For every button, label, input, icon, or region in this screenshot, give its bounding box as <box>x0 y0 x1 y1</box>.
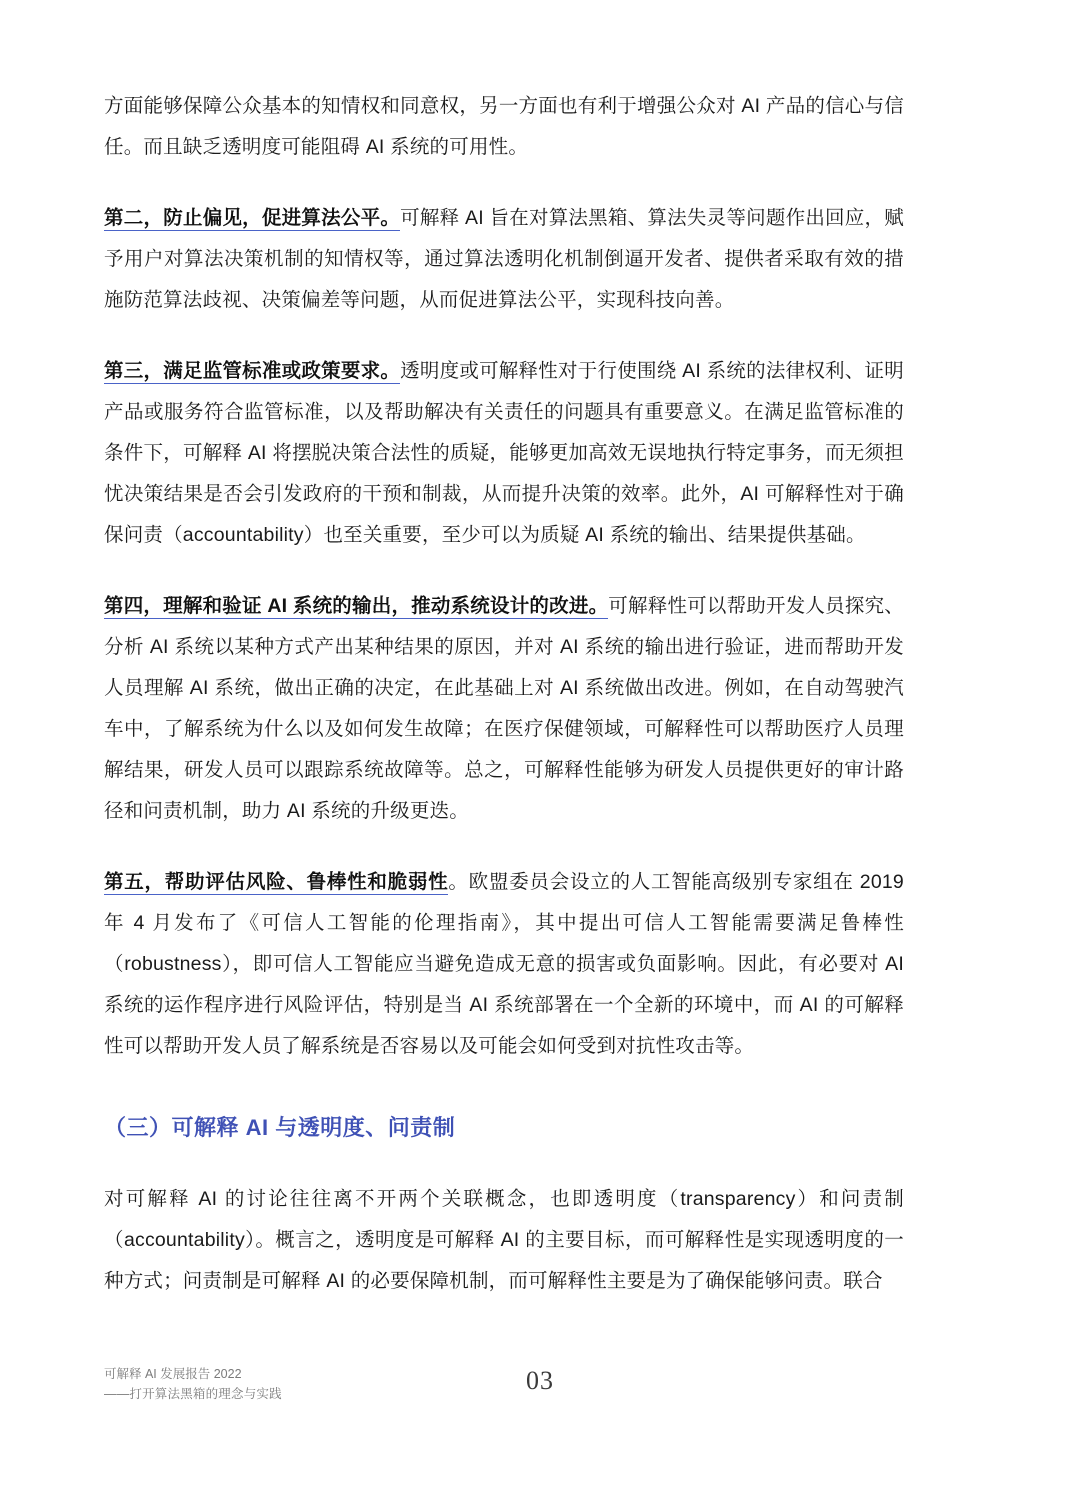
paragraph-lead: 第五，帮助评估风险、鲁棒性和脆弱性 <box>104 871 449 893</box>
page-footer <box>104 1364 976 1416</box>
footer-title-line-1: 可解释 AI 发展报告 2022 <box>104 1367 242 1381</box>
paragraph-text: 可解释性可以帮助开发人员探究、分析 AI 系统以某种方式产出某种结果的原因，并对 AI 系统的输出进行验证，进而帮助开发人员理解 AI 系统，做出正确的决定，在此基础上对 AI 系统做出改进。例如，在自动驾驶汽车中，了解系统为什么以及如何发生故障；在医疗保健领域，可解释性可以帮助医疗人员理解结果，研发人员可以跟踪系统故障等。总之，可解释性能够为研发人员提供更好的审计路径和问责机制，助力 AI 系统的升级更迭。 <box>104 595 904 822</box>
paragraph-lead: 第三，满足监管标准或政策要求。 <box>104 360 401 382</box>
paragraph-second <box>104 198 904 321</box>
paragraph-continued <box>104 86 904 168</box>
page-content <box>104 86 904 1302</box>
paragraph-after-heading <box>104 1179 904 1302</box>
paragraph-text: 对可解释 AI 的讨论往往离不开两个关联概念，也即透明度（transparency）和问责制（accountability）。概言之，透明度是可解释 AI 的主要目标，而可解释性是实现透明度的一种方式；问责制是可解释 AI 的必要保障机制，而可解释性主要是为了确保能够问责。联合 <box>104 1188 904 1292</box>
paragraph-fourth <box>104 586 904 832</box>
paragraph-text: 透明度或可解释性对于行使围绕 AI 系统的法律权利、证明产品或服务符合监管标准，以及帮助解决有关责任的问题具有重要意义。在满足监管标准的条件下，可解释 AI 将摆脱决策合法性的质疑，能够更加高效无误地执行特定事务，而无须担忧决策结果是否会引发政府的干预和制裁，从而提升决策的效率。此外，AI 可解释性对于确保问责（accountability）也至关重要，至少可以为质疑 AI 系统的输出、结果提供基础。 <box>104 360 904 546</box>
page-number: 03 <box>526 1366 554 1395</box>
paragraph-lead: 第四，理解和验证 AI 系统的输出，推动系统设计的改进。 <box>104 595 609 617</box>
paragraph-third <box>104 351 904 556</box>
paragraph-text: 。欧盟委员会设立的人工智能高级别专家组在 2019 年 4 月发布了《可信人工智能的伦理指南》，其中提出可信人工智能需要满足鲁棒性（robustness），即可信人工智能应当避免造成无意的损害或负面影响。因此，有必要对 AI 系统的运作程序进行风险评估，特别是当 AI 系统部署在一个全新的环境中，而 AI 的可解释性可以帮助开发人员了解系统是否容易以及可能会如何受到对抗性攻击等。 <box>104 871 904 1057</box>
paragraph-lead: 第二，防止偏见，促进算法公平。 <box>104 207 401 229</box>
section-heading: （三）可解释 AI 与透明度、问责制 <box>104 1115 456 1140</box>
paragraph-text: 可解释 AI 旨在对算法黑箱、算法失灵等问题作出回应，赋予用户对算法决策机制的知情权等，通过算法透明化机制倒逼开发者、提供者采取有效的措施防范算法歧视、决策偏差等问题，从而促进算法公平，实现科技向善。 <box>104 207 904 311</box>
paragraph-text: 方面能够保障公众基本的知情权和同意权，另一方面也有利于增强公众对 AI 产品的信心与信任。而且缺乏透明度可能阻碍 AI 系统的可用性。 <box>104 95 904 158</box>
paragraph-fifth <box>104 862 904 1067</box>
footer-title-line-2: ——打开算法黑箱的理念与实践 <box>104 1387 282 1401</box>
